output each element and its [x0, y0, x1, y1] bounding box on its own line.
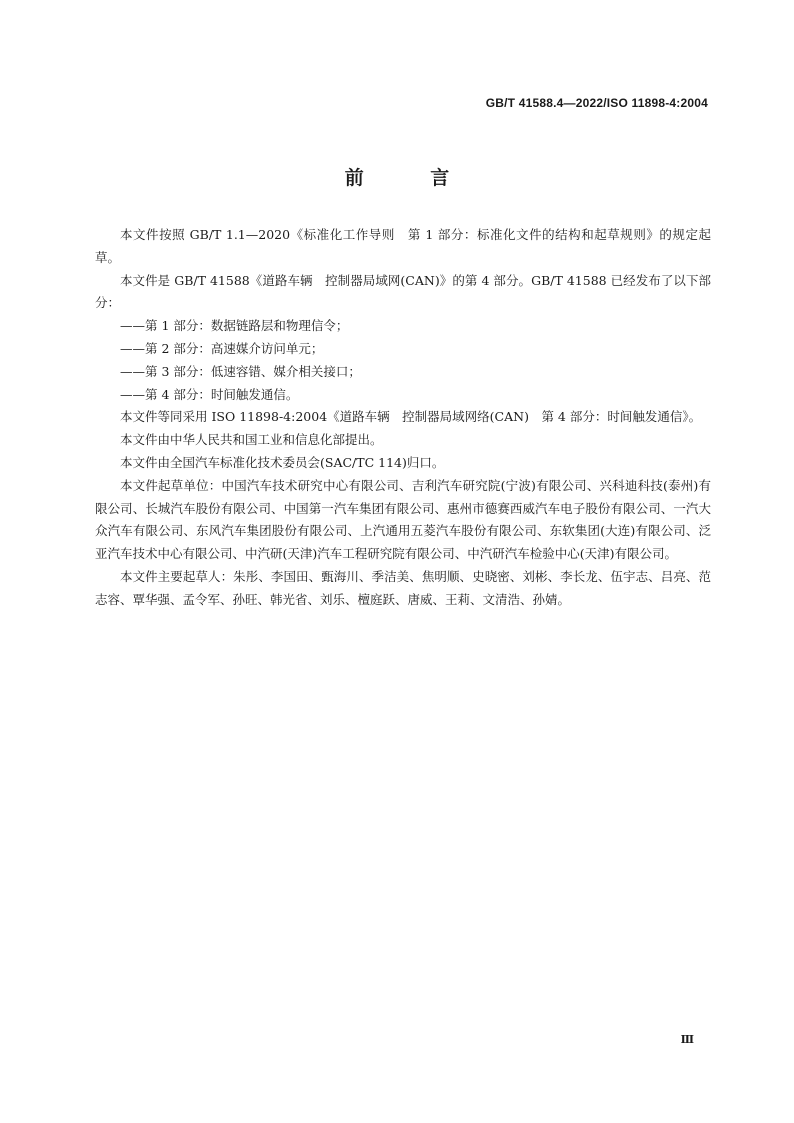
- paragraph-series-intro: 本文件是 GB/T 41588《道路车辆 控制器局域网(CAN)》的第 4 部分。GB/T 41588 已经发布了以下部分：: [95, 272, 711, 311]
- list-item-part-2: ——第 2 部分：高速媒介访问单元；: [120, 340, 324, 356]
- list-item-part-1: ——第 1 部分：数据链路层和物理信令；: [120, 318, 349, 334]
- list-item-part-3: ——第 3 部分：低速容错、媒介相关接口；: [120, 363, 361, 379]
- paragraph-committee: 本文件由全国汽车标准化技术委员会(SAC/TC 114)归口。: [120, 454, 445, 470]
- paragraph-drafting-units: 本文件起草单位：中国汽车技术研究中心有限公司、吉利汽车研究院(宁波)有限公司、兴科迪科技(泰州)有限公司、长城汽车股份有限公司、中国第一汽车集团有限公司、惠州市德赛西威汽车电子股份有限公司、一汽大众汽车有限公司、东风汽车集团股份有限公司、上汽通用五菱汽车股份有限公司、东软集团(大连)有限公司、泛亚汽车技术中心有限公司、中汽研(天津)汽车工程研究院有限公司、中汽研汽车检验中心(天津)有限公司。: [95, 477, 711, 562]
- page-number: Ⅲ: [680, 1033, 694, 1046]
- page-title: 前 言: [344, 167, 480, 189]
- foreword-body: [95, 224, 711, 612]
- paragraph-equivalence: 本文件等同采用 ISO 11898-4:2004《道路车辆 控制器局域网络(CAN) 第 4 部分：时间触发通信》。: [120, 409, 702, 425]
- standard-code-header: GB/T 41588.4—2022/ISO 11898-4:2004: [485, 96, 708, 110]
- paragraph-proposer: 本文件由中华人民共和国工业和信息化部提出。: [120, 432, 383, 448]
- paragraph-drafting-rules: 本文件按照 GB/T 1.1—2020《标准化工作导则 第 1 部分：标准化文件的结构和起草规则》的规定起草。: [95, 227, 711, 265]
- list-item-part-4: ——第 4 部分：时间触发通信。: [120, 386, 299, 402]
- paragraph-drafters: 本文件主要起草人：朱彤、李国田、甄海川、季洁美、焦明顺、史晓密、刘彬、李长龙、伍宇志、吕亮、范志容、覃华强、孟令军、孙旺、韩光省、刘乐、檀庭跃、唐威、王莉、文清浩、孙婧。: [95, 568, 711, 607]
